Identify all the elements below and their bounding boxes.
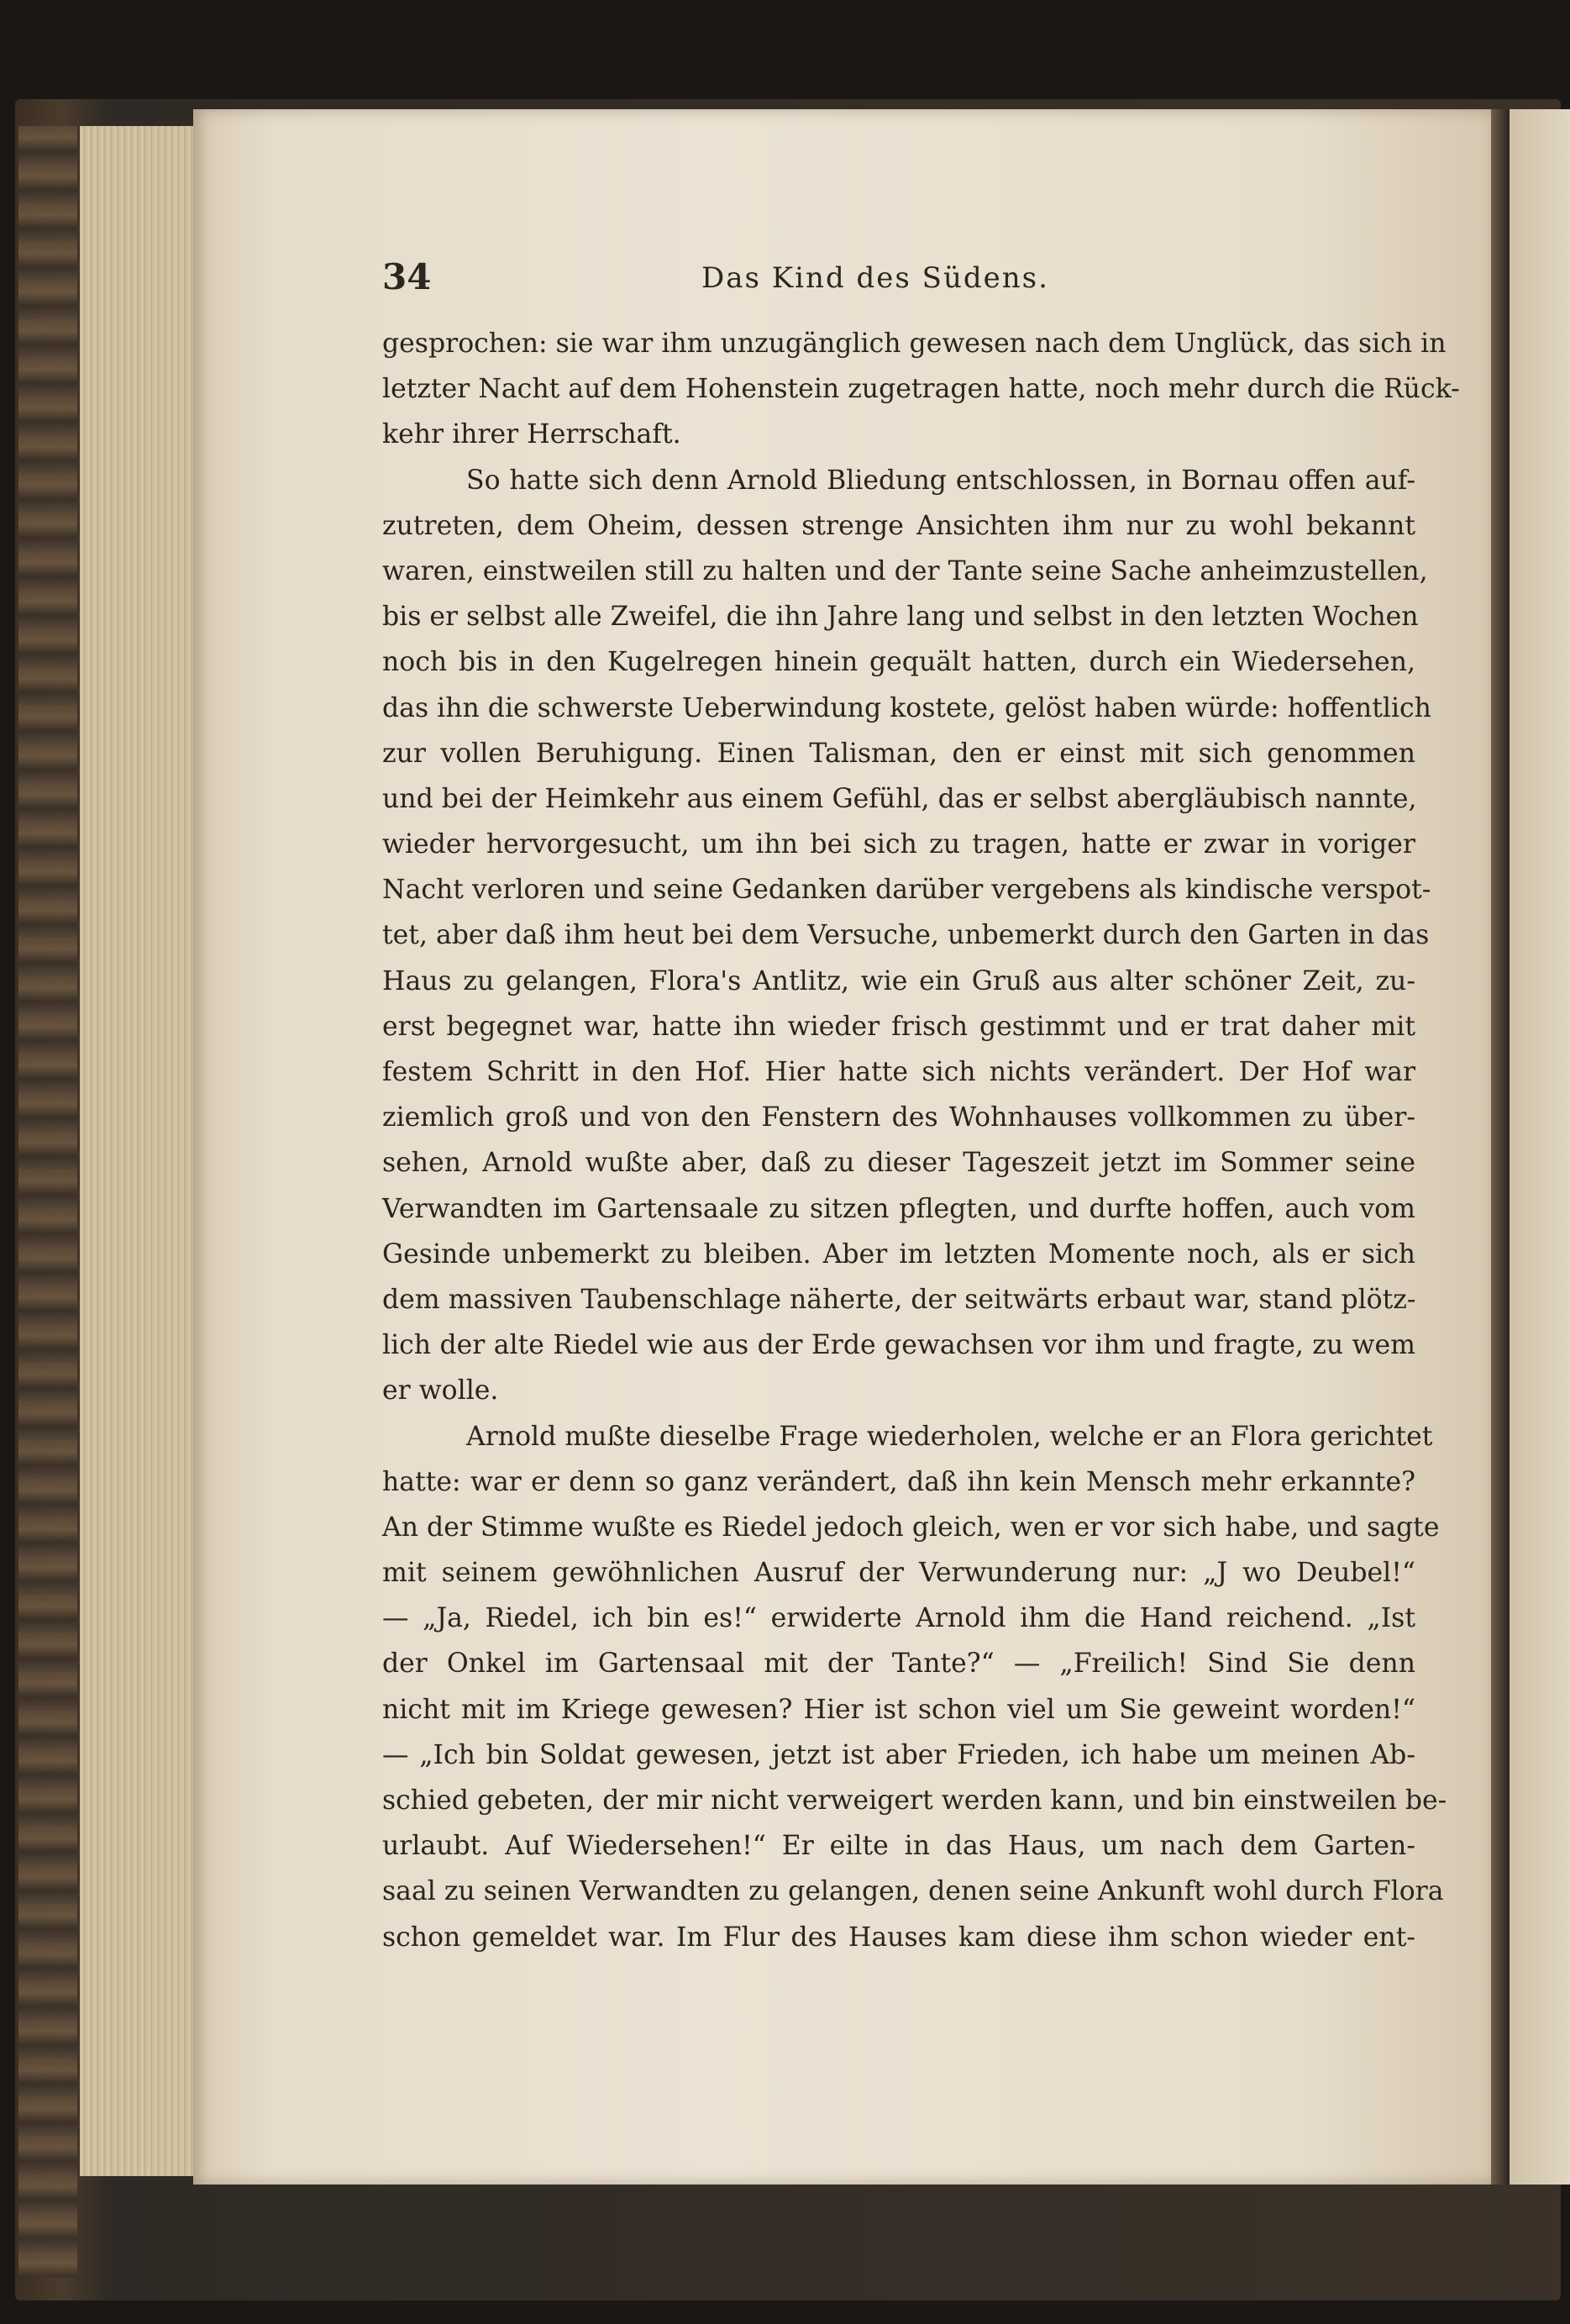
text-line: dem massiven Taubenschlage näherte, der seitwärts erbaut war, stand plötz-: [382, 1284, 1416, 1315]
text-line: waren, einstweilen still zu halten und der Tante seine Sache anheimzustellen,: [382, 555, 1428, 586]
text-line: Haus zu gelangen, Flora's Antlitz, wie ein Gruß aus alter schöner Zeit, zu-: [382, 965, 1415, 996]
text-line: So hatte sich denn Arnold Bliedung entschlossen, in Bornau offen auf-: [466, 465, 1415, 496]
page-header: [382, 256, 1415, 307]
text-line: er wolle.: [382, 1375, 499, 1406]
page-number: 34: [382, 256, 432, 297]
facing-page-edge: [1510, 109, 1570, 2185]
text-line: Verwandten im Gartensaale zu sitzen pflegten, und durfte hoffen, auch vom: [382, 1193, 1415, 1224]
page-gutter: [1491, 109, 1510, 2185]
text-line: erst begegnet war, hatte ihn wieder frisch gestimmt und er trat daher mit: [382, 1011, 1415, 1042]
text-line: letzter Nacht auf dem Hohenstein zugetragen hatte, noch mehr durch die Rück-: [382, 374, 1460, 405]
text-line: nicht mit im Kriege gewesen? Hier ist schon viel um Sie geweint worden!“: [382, 1694, 1415, 1725]
text-line: Arnold mußte dieselbe Frage wiederholen, welche er an Flora gerichtet: [466, 1421, 1433, 1452]
text-line: ziemlich groß und von den Fenstern des Wohnhauses vollkommen zu über-: [382, 1102, 1415, 1133]
page-stack-edge: [80, 126, 197, 2176]
text-line: Gesinde unbemerkt zu bleiben. Aber im letzten Momente noch, als er sich: [382, 1238, 1415, 1270]
text-line: wieder hervorgesucht, um ihn bei sich zu tragen, hatte er zwar in voriger: [382, 829, 1415, 860]
text-line: das ihn die schwerste Ueberwindung kostete, gelöst haben würde: hoffentlich: [382, 692, 1431, 723]
running-title: Das Kind des Südens.: [701, 261, 1049, 295]
book-spine-edge: [18, 126, 77, 2277]
text-line: lich der alte Riedel wie aus der Erde gewachsen vor ihm und fragte, zu wem: [382, 1330, 1415, 1361]
text-line: Nacht verloren und seine Gedanken darüber vergebens als kindische verspot-: [382, 875, 1431, 906]
body-text: [382, 321, 1460, 1960]
text-line: schied gebeten, der mir nicht verweigert werden kann, und bin einstweilen be-: [382, 1785, 1447, 1816]
text-line: der Onkel im Gartensaal mit der Tante?“ — „Freilich! Sind Sie denn: [382, 1648, 1415, 1680]
text-line: saal zu seinen Verwandten zu gelangen, denen seine Ankunft wohl durch Flora: [382, 1876, 1444, 1907]
text-line: schon gemeldet war. Im Flur des Hauses kam diese ihm schon wieder ent-: [382, 1922, 1415, 1953]
text-line: mit seinem gewöhnlichen Ausruf der Verwunderung nur: „J wo Deubel!“: [382, 1558, 1415, 1589]
text-line: kehr ihrer Herrschaft.: [382, 419, 681, 450]
text-line: noch bis in den Kugelregen hinein gequält hatten, durch ein Wiedersehen,: [382, 647, 1415, 678]
text-line: gesprochen: sie war ihm unzugänglich gewesen nach dem Unglück, das sich in: [382, 329, 1447, 359]
text-line: — „Ja, Riedel, ich bin es!“ erwiderte Arnold ihm die Hand reichend. „Ist: [382, 1603, 1415, 1634]
text-line: urlaubt. Auf Wiedersehen!“ Er eilte in das Haus, um nach dem Garten-: [382, 1831, 1415, 1862]
text-line: zutreten, dem Oheim, dessen strenge Ansichten ihm nur zu wohl bekannt: [382, 510, 1415, 541]
text-line: hatte: war er denn so ganz verändert, daß ihn kein Mensch mehr erkannte?: [382, 1466, 1415, 1497]
text-line: — „Ich bin Soldat gewesen, jetzt ist aber Frieden, ich habe um meinen Ab-: [382, 1739, 1415, 1770]
text-line: An der Stimme wußte es Riedel jedoch gleich, wen er vor sich habe, und sagte: [382, 1512, 1440, 1543]
text-line: zur vollen Beruhigung. Einen Talisman, den er einst mit sich genommen: [382, 738, 1415, 769]
text-line: bis er selbst alle Zweifel, die ihn Jahre lang und selbst in den letzten Wochen: [382, 602, 1419, 633]
text-line: tet, aber daß ihm heut bei dem Versuche, unbemerkt durch den Garten in das: [382, 920, 1430, 951]
text-line: sehen, Arnold wußte aber, daß zu dieser Tageszeit jetzt im Sommer seine: [382, 1148, 1415, 1179]
text-line: und bei der Heimkehr aus einem Gefühl, das er selbst abergläubisch nannte,: [382, 783, 1417, 814]
text-line: festem Schritt in den Hof. Hier hatte sich nichts verändert. Der Hof war: [382, 1057, 1415, 1087]
